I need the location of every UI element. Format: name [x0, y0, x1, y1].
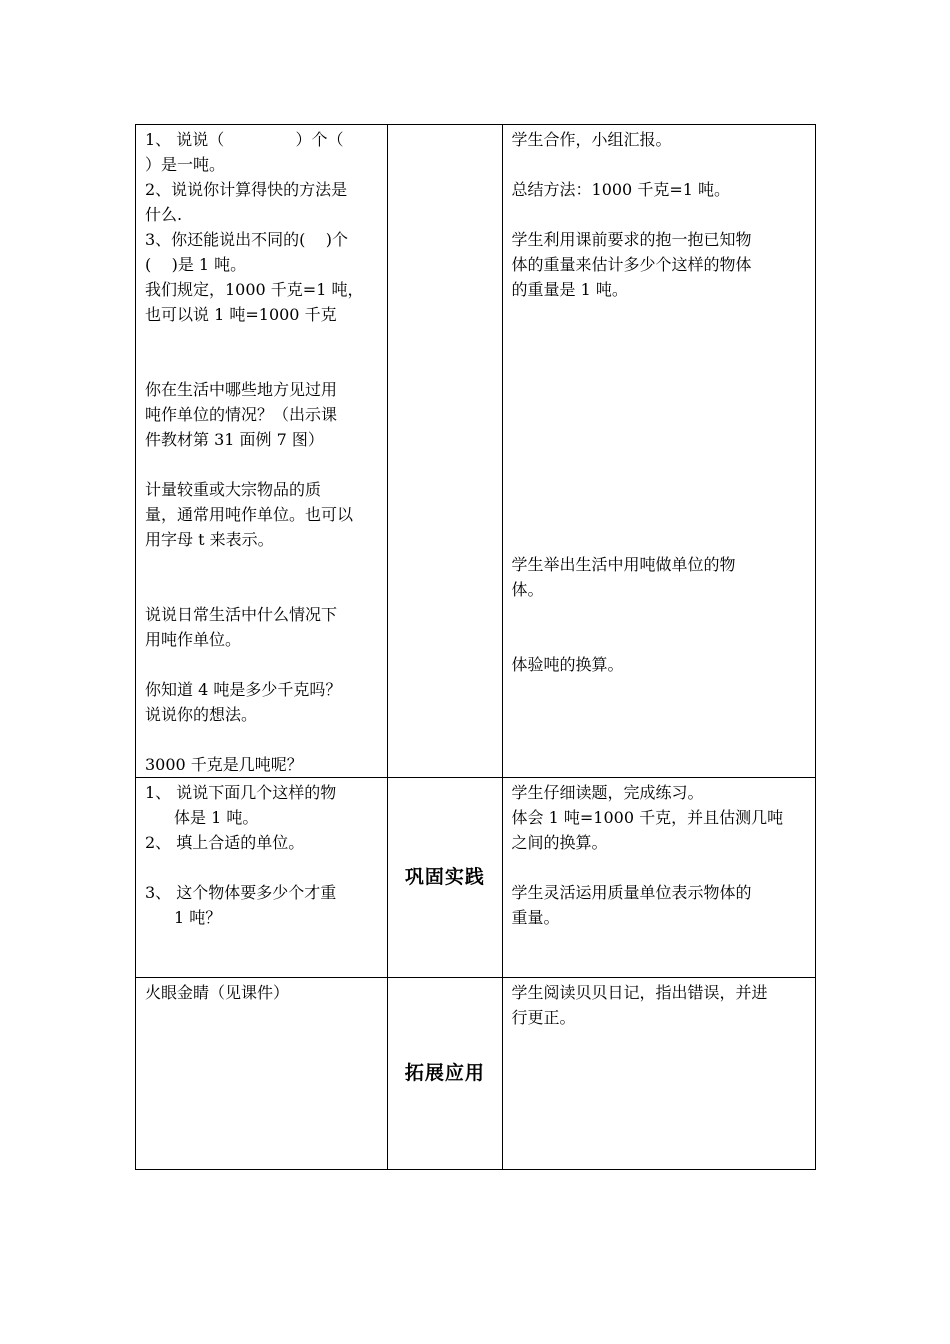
blank-line — [512, 527, 807, 552]
text-line: 重量。 — [511, 908, 560, 927]
text-line: 的重量是 1 吨。 — [511, 280, 628, 299]
text-line: 3000 千克是几吨呢？ — [145, 755, 303, 774]
blank-line — [512, 452, 807, 477]
text-line: 件教材第 31 面例 7 图） — [145, 430, 324, 449]
text-line: ）是一吨。 — [145, 155, 226, 174]
text-line: 学生利用课前要求的抱一抱已知物 — [511, 230, 752, 249]
blank-line — [512, 855, 807, 880]
blank-line — [145, 452, 379, 477]
text-line: 体是 1 吨。 — [174, 808, 259, 827]
text-line: 体验吨的换算。 — [511, 655, 624, 674]
blank-line — [145, 327, 379, 352]
text-line: 计量较重或大宗物品的质 — [145, 480, 322, 499]
text-line: 学生举出生活中用吨做单位的物 — [511, 555, 736, 574]
text-line: 学生阅读贝贝日记，指出错误，并进 — [511, 983, 768, 1002]
blank-line — [512, 502, 807, 527]
text-line: 行更正。 — [511, 1008, 576, 1027]
blank-line — [145, 577, 379, 602]
blank-line — [145, 552, 379, 577]
table-row — [136, 978, 816, 1170]
text-line: 用字母 t 来表示。 — [145, 530, 274, 549]
text-line: 1 吨？ — [174, 908, 222, 927]
text-line: 体的重量来估计多少个这样的物体 — [511, 255, 752, 274]
blank-line — [512, 202, 807, 227]
blank-line — [512, 477, 807, 502]
stage-label: 巩固实践 — [404, 866, 485, 888]
teacher-activity-cell — [136, 978, 388, 1170]
text-line: 总结方法：1000 千克=1 吨。 — [511, 180, 730, 199]
text-line: 2、 填上合适的单位。 — [145, 833, 305, 852]
student-activity-cell — [502, 778, 815, 978]
blank-line — [512, 602, 807, 627]
blank-line — [512, 377, 807, 402]
text-line: 说说你的想法。 — [145, 705, 258, 724]
blank-line — [145, 855, 379, 880]
text-line: 吨作单位的情况？（出示课 — [145, 405, 338, 424]
text-line: 说说日常生活中什么情况下 — [145, 605, 338, 624]
text-line: 也可以说 1 吨=1000 千克 — [145, 305, 337, 324]
text-line: 学生仔细读题，完成练习。 — [511, 783, 704, 802]
text-line: 3、你还能说出不同的( )个 — [145, 230, 349, 249]
text-line: 你在生活中哪些地方见过用 — [145, 380, 338, 399]
stage-cell — [388, 978, 502, 1170]
blank-line — [512, 427, 807, 452]
blank-line — [512, 327, 807, 352]
text-line: 我们规定，1000 千克=1 吨， — [145, 280, 364, 299]
blank-line — [512, 402, 807, 427]
text-line: 什么. — [145, 205, 183, 224]
text-line: 体会 1 吨=1000 千克，并且估测几吨 — [511, 808, 784, 827]
text-line: 3、 这个物体要多少个才重 — [145, 883, 337, 902]
teacher-activity-cell — [136, 778, 388, 978]
text-line: 1、 说说（ ）个（ — [145, 130, 344, 149]
table-row — [136, 125, 816, 778]
blank-line — [512, 302, 807, 327]
text-line: ( )是 1 吨。 — [145, 255, 247, 274]
text-line: 学生合作，小组汇报。 — [511, 130, 672, 149]
text-line: 2、说说你计算得快的方法是 — [145, 180, 348, 199]
blank-line — [145, 727, 379, 752]
blank-line — [512, 352, 807, 377]
table-row — [136, 778, 816, 978]
blank-line — [145, 652, 379, 677]
lesson-plan-table — [135, 124, 816, 1170]
text-line: 量，通常用吨作单位。也可以 — [145, 505, 354, 524]
stage-cell — [388, 125, 502, 778]
text-line: 用吨作单位。 — [145, 630, 242, 649]
stage-cell — [388, 778, 502, 978]
text-line: 1、 说说下面几个这样的物 — [145, 783, 337, 802]
text-line: 体。 — [511, 580, 544, 599]
text-line: 学生灵活运用质量单位表示物体的 — [511, 883, 752, 902]
text-line: 之间的换算。 — [511, 833, 608, 852]
student-activity-cell — [502, 978, 815, 1170]
blank-line — [512, 152, 807, 177]
student-activity-cell — [502, 125, 815, 778]
blank-line — [512, 627, 807, 652]
teacher-activity-cell — [136, 125, 388, 778]
blank-line — [145, 352, 379, 377]
stage-label: 拓展应用 — [404, 1062, 485, 1084]
text-line: 你知道 4 吨是多少千克吗？ — [145, 680, 342, 699]
text-line: 火眼金睛（见课件） — [145, 983, 290, 1002]
